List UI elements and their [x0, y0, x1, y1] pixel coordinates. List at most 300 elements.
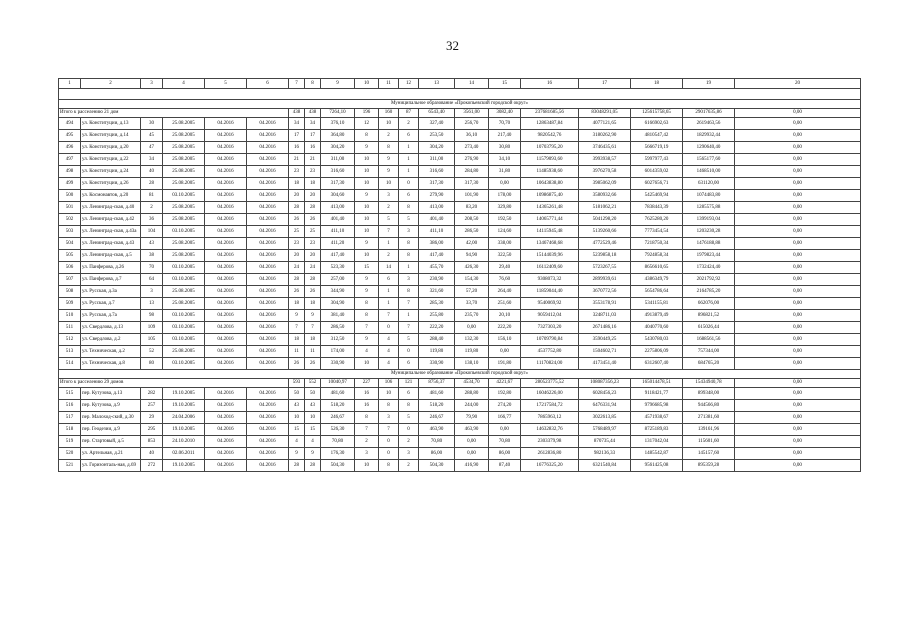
table-cell: 38: [141, 250, 163, 262]
column-number-cell: 7: [289, 79, 305, 89]
table-cell: 138,10: [455, 358, 489, 370]
table-cell: 684765,20: [683, 358, 735, 370]
table-cell: 6: [399, 358, 419, 370]
table-cell: 2303379,98: [521, 436, 579, 448]
table-cell: 662076,00: [683, 298, 735, 310]
table-cell: 2: [355, 436, 379, 448]
address-cell: ул. Конституции, д.22: [81, 154, 141, 166]
table-cell: 2164785,20: [683, 286, 735, 298]
table-cell: 04.2016: [205, 250, 247, 262]
section-total-cell: 438: [305, 109, 321, 118]
section-total-cell: 83048291,05: [579, 109, 631, 118]
table-cell: 04.2016: [205, 310, 247, 322]
table-cell: 191,80: [489, 358, 521, 370]
table-cell: 04.2016: [247, 238, 289, 250]
table-cell: 507: [59, 274, 81, 286]
table-cell: 26: [289, 286, 305, 298]
table-cell: 10703795,20: [521, 142, 579, 154]
table-row: [59, 436, 861, 448]
table-cell: 853: [141, 436, 163, 448]
table-cell: 15: [305, 424, 321, 436]
table-cell: 5425469,94: [631, 190, 683, 202]
table-cell: 0,00: [735, 346, 861, 358]
table-cell: 896821,52: [683, 310, 735, 322]
table-cell: 235,70: [455, 310, 489, 322]
table-cell: 29,40: [489, 262, 521, 274]
table-cell: 329,80: [489, 202, 521, 214]
table-cell: 16776325,20: [521, 460, 579, 472]
table-cell: 514: [59, 358, 81, 370]
table-cell: 500: [59, 190, 81, 202]
table-row: [59, 142, 861, 154]
table-cell: 3: [379, 190, 399, 202]
table-cell: 4386349,79: [631, 274, 683, 286]
table-cell: 04.2016: [247, 310, 289, 322]
table-cell: 0: [379, 448, 399, 460]
table-cell: 401,40: [321, 214, 355, 226]
table-cell: 25.08.2005: [163, 250, 205, 262]
table-cell: 9: [355, 334, 379, 346]
table-cell: 272: [141, 460, 163, 472]
table-cell: 17: [289, 130, 305, 142]
table-cell: 5: [399, 334, 419, 346]
table-cell: 7: [399, 322, 419, 334]
table-cell: 03.10.2005: [163, 310, 205, 322]
table-cell: 105: [141, 334, 163, 346]
table-cell: 5: [399, 214, 419, 226]
table-cell: 26: [289, 358, 305, 370]
table-cell: 295: [141, 424, 163, 436]
address-cell: ул. Панферова, д.26: [81, 262, 141, 274]
table-cell: 04.2016: [205, 388, 247, 400]
table-cell: 26: [305, 358, 321, 370]
table-cell: 14365261,48: [521, 202, 579, 214]
section-total-cell: 3561,00: [455, 109, 489, 118]
table-cell: 5341155,81: [631, 298, 683, 310]
table-cell: 0,00: [735, 190, 861, 202]
table-cell: 03.10.2005: [163, 334, 205, 346]
table-cell: 10: [355, 226, 379, 238]
table-cell: 11170824,00: [521, 358, 579, 370]
section-total-cell: 593: [289, 379, 305, 388]
table-cell: 115601,60: [683, 436, 735, 448]
table-cell: 15: [289, 424, 305, 436]
table-cell: 4173451,40: [579, 358, 631, 370]
table-cell: 0: [379, 322, 399, 334]
table-cell: 6476331,94: [579, 400, 631, 412]
column-number-cell: 3: [141, 79, 163, 89]
table-cell: 401,40: [419, 214, 455, 226]
table-cell: 10: [355, 250, 379, 262]
table-cell: 3590449,25: [579, 334, 631, 346]
column-number-cell: 18: [631, 79, 683, 89]
table-row: [59, 334, 861, 346]
table-cell: 04.2016: [205, 460, 247, 472]
table-cell: 3580932,66: [579, 190, 631, 202]
table-cell: 36,10: [455, 130, 489, 142]
table-cell: 495: [59, 130, 81, 142]
address-cell: ул. Космонавтов, д.20: [81, 190, 141, 202]
table-cell: 18: [305, 178, 321, 190]
table-cell: 284,80: [455, 166, 489, 178]
table-row: [59, 118, 861, 130]
table-cell: 3180262,90: [579, 130, 631, 142]
table-cell: 109: [141, 322, 163, 334]
table-cell: 526,30: [321, 424, 355, 436]
table-cell: 24: [305, 262, 321, 274]
table-cell: 52: [141, 346, 163, 358]
table-cell: 16046226,00: [521, 388, 579, 400]
table-cell: 34: [305, 118, 321, 130]
table-cell: 16: [355, 388, 379, 400]
section-total-cell: 4534,70: [455, 379, 489, 388]
table-cell: 17217584,72: [521, 400, 579, 412]
table-cell: 20: [289, 190, 305, 202]
table-cell: 944566,80: [683, 400, 735, 412]
table-cell: 413,00: [321, 202, 355, 214]
table-cell: 6166902,63: [631, 118, 683, 130]
table-cell: 0,00: [455, 322, 489, 334]
table-cell: 517: [59, 412, 81, 424]
table-cell: 04.2016: [205, 400, 247, 412]
table-cell: 70,80: [489, 436, 521, 448]
table-cell: 895359,28: [683, 460, 735, 472]
table-cell: 8: [399, 400, 419, 412]
column-number-cell: 10: [355, 79, 379, 89]
table-cell: 481,60: [419, 388, 455, 400]
section-total-cell: 4221,67: [489, 379, 521, 388]
table-cell: 25.08.2005: [163, 130, 205, 142]
table-cell: 04.2016: [205, 412, 247, 424]
table-cell: 8656610,65: [631, 262, 683, 274]
section-title: Муниципальное образование «Прокопьевский городской округ»: [59, 100, 861, 109]
table-cell: 417,40: [321, 250, 355, 262]
table-cell: 9561425,08: [631, 460, 683, 472]
table-cell: 25.08.2005: [163, 178, 205, 190]
table-cell: 271381,60: [683, 412, 735, 424]
table-cell: 511: [59, 322, 81, 334]
table-cell: 26: [289, 214, 305, 226]
table-cell: 2612836,80: [521, 448, 579, 460]
table-cell: 30,80: [489, 142, 521, 154]
table-cell: 04.2016: [247, 460, 289, 472]
table-cell: 286,50: [321, 322, 355, 334]
table-cell: 222,20: [419, 322, 455, 334]
table-cell: 04.2016: [205, 202, 247, 214]
table-body: [59, 79, 861, 472]
table-cell: 8: [379, 400, 399, 412]
table-cell: 0,00: [735, 460, 861, 472]
table-cell: 192,50: [489, 214, 521, 226]
table-cell: 381,40: [321, 310, 355, 322]
table-cell: 0,00: [735, 142, 861, 154]
table-cell: 6: [379, 274, 399, 286]
table-cell: 10: [355, 154, 379, 166]
table-cell: 521: [59, 460, 81, 472]
table-cell: 04.2016: [205, 130, 247, 142]
table-row: [59, 178, 861, 190]
table-cell: 5666719,19: [631, 142, 683, 154]
address-cell: ул. Свердлова, д.13: [81, 322, 141, 334]
table-row: [59, 166, 861, 178]
table-cell: 498: [59, 166, 81, 178]
table-cell: 04.2016: [205, 334, 247, 346]
table-row: [59, 412, 861, 424]
table-cell: 6027656,71: [631, 178, 683, 190]
table-cell: 04.2016: [247, 298, 289, 310]
table-cell: 14: [379, 262, 399, 274]
table-cell: 455,70: [419, 262, 455, 274]
table-row: [59, 346, 861, 358]
table-cell: 0: [399, 178, 419, 190]
table-cell: 79,90: [455, 412, 489, 424]
table-cell: 04.2016: [247, 250, 289, 262]
table-cell: 7: [379, 424, 399, 436]
table-cell: 0,00: [735, 358, 861, 370]
table-cell: 7: [399, 298, 419, 310]
table-cell: 9: [355, 238, 379, 250]
address-cell: ул. Техническая, д.2: [81, 346, 141, 358]
table-cell: 34,10: [489, 154, 521, 166]
table-cell: 03.10.2005: [163, 190, 205, 202]
table-cell: 1732424,40: [683, 262, 735, 274]
table-cell: 1504602,71: [579, 346, 631, 358]
table-cell: 2: [399, 118, 419, 130]
table-cell: 8: [355, 298, 379, 310]
table-cell: 20: [305, 250, 321, 262]
table-cell: 253,50: [419, 130, 455, 142]
table-row: [59, 388, 861, 400]
table-cell: 04.2016: [247, 118, 289, 130]
table-cell: 982136,33: [579, 448, 631, 460]
address-cell: ул. Конституции, д.20: [81, 142, 141, 154]
table-cell: 5430780,03: [631, 334, 683, 346]
table-cell: 3746435,61: [579, 142, 631, 154]
table-cell: 1: [399, 142, 419, 154]
table-cell: 21: [305, 154, 321, 166]
table-cell: 178,00: [489, 190, 521, 202]
table-cell: 04.2016: [205, 322, 247, 334]
section-total-cell: 8756,37: [419, 379, 455, 388]
spacer-row: [59, 89, 861, 100]
table-cell: 0: [399, 346, 419, 358]
table-cell: 416,90: [455, 460, 489, 472]
table-cell: 217,40: [489, 130, 521, 142]
table-cell: 4913879,49: [631, 310, 683, 322]
column-number-row: [59, 79, 861, 89]
table-row: [59, 358, 861, 370]
address-cell: ул. Ленинград-ская, д.40: [81, 202, 141, 214]
table-cell: 311,00: [419, 154, 455, 166]
table-cell: 28: [289, 274, 305, 286]
table-cell: 04.2016: [205, 214, 247, 226]
table-cell: 0,00: [735, 412, 861, 424]
section-total-cell: 280523775,52: [521, 379, 579, 388]
table-cell: 327,40: [419, 118, 455, 130]
table-row: [59, 448, 861, 460]
section-total-cell: 87: [399, 109, 419, 118]
table-cell: 8: [399, 286, 419, 298]
table-cell: 5654786,64: [631, 286, 683, 298]
section-title-row: [59, 100, 861, 109]
table-cell: 0,00: [735, 400, 861, 412]
table-cell: 04.2016: [247, 424, 289, 436]
table-cell: 9059412,04: [521, 310, 579, 322]
table-cell: 0,00: [735, 448, 861, 460]
table-cell: 304,20: [321, 142, 355, 154]
table-cell: 9: [355, 286, 379, 298]
table-cell: 516: [59, 400, 81, 412]
table-cell: 04.2016: [205, 346, 247, 358]
table-cell: 255,80: [419, 310, 455, 322]
table-cell: 504,30: [321, 460, 355, 472]
table-cell: 10: [379, 118, 399, 130]
resettlement-table: [58, 78, 861, 472]
table-cell: 344,90: [321, 286, 355, 298]
table-cell: 04.2016: [247, 412, 289, 424]
table-cell: 18: [289, 298, 305, 310]
table-cell: 64: [141, 274, 163, 286]
table-cell: 1074483,80: [683, 190, 735, 202]
table-cell: 285,30: [419, 298, 455, 310]
table-cell: 9: [355, 190, 379, 202]
section-total-cell: 0,00: [735, 109, 861, 118]
table-cell: 13: [141, 298, 163, 310]
table-cell: 264,40: [489, 286, 521, 298]
address-cell: ул. Русская, д.3а: [81, 286, 141, 298]
table-cell: 330,90: [321, 358, 355, 370]
table-cell: 0,00: [735, 130, 861, 142]
table-cell: 4: [305, 436, 321, 448]
table-cell: 1285575,88: [683, 202, 735, 214]
table-cell: 3985062,09: [579, 178, 631, 190]
table-cell: 16: [289, 142, 305, 154]
table-cell: 10: [289, 412, 305, 424]
table-cell: 518: [59, 424, 81, 436]
table-cell: 244,00: [455, 400, 489, 412]
table-cell: 21: [289, 154, 305, 166]
table-cell: 1485542,87: [631, 448, 683, 460]
table-cell: 43: [289, 400, 305, 412]
table-cell: 304,20: [419, 142, 455, 154]
table-cell: 4: [379, 346, 399, 358]
table-cell: 6312607,40: [631, 358, 683, 370]
column-number-cell: 20: [735, 79, 861, 89]
table-cell: 7: [379, 310, 399, 322]
table-cell: 70,80: [419, 436, 455, 448]
table-cell: 34: [141, 154, 163, 166]
table-row: [59, 262, 861, 274]
table-cell: 494: [59, 118, 81, 130]
section-total-cell: 160: [379, 109, 399, 118]
table-cell: 9308073,32: [521, 274, 579, 286]
table-cell: 0,00: [735, 424, 861, 436]
table-cell: 411,10: [321, 226, 355, 238]
table-cell: 7: [355, 322, 379, 334]
table-cell: 8: [399, 202, 419, 214]
section-total-label: Итого к расселению 21 дом: [59, 109, 289, 118]
table-cell: 8: [399, 250, 419, 262]
table-cell: 364,80: [321, 130, 355, 142]
table-cell: 0,00: [735, 166, 861, 178]
table-cell: 10: [355, 460, 379, 472]
table-cell: 8: [355, 130, 379, 142]
table-cell: 509: [59, 298, 81, 310]
table-cell: 174,00: [321, 346, 355, 358]
table-cell: 25.08.2005: [163, 154, 205, 166]
column-number-cell: 8: [305, 79, 321, 89]
table-cell: 5181062,21: [579, 202, 631, 214]
table-cell: 28: [289, 202, 305, 214]
table-cell: 12863487,84: [521, 118, 579, 130]
table-cell: 2: [399, 460, 419, 472]
table-cell: 288,80: [455, 388, 489, 400]
table-cell: 411,20: [321, 238, 355, 250]
address-cell: пер. Малоход-ский, д.30: [81, 412, 141, 424]
table-cell: 504: [59, 238, 81, 250]
table-cell: 04.2016: [205, 226, 247, 238]
table-cell: 10: [355, 178, 379, 190]
table-row: [59, 400, 861, 412]
table-cell: 16: [355, 400, 379, 412]
table-cell: 04.2016: [247, 214, 289, 226]
table-cell: 0,00: [735, 202, 861, 214]
table-cell: 2275806,09: [631, 346, 683, 358]
table-row: [59, 310, 861, 322]
table-cell: 25: [289, 226, 305, 238]
section-total-row: [59, 109, 861, 118]
address-cell: ул. Артельная, д.21: [81, 448, 141, 460]
table-cell: 04.2016: [247, 322, 289, 334]
table-cell: 17: [305, 130, 321, 142]
table-cell: 0: [399, 424, 419, 436]
table-cell: 519: [59, 436, 81, 448]
table-cell: 9: [379, 166, 399, 178]
table-cell: 04.2016: [247, 400, 289, 412]
table-cell: 505: [59, 250, 81, 262]
table-cell: 04.2016: [205, 274, 247, 286]
section-total-cell: 106: [379, 379, 399, 388]
section-total-cell: 165014478,51: [631, 379, 683, 388]
table-cell: 25.08.2005: [163, 166, 205, 178]
table-cell: 8: [379, 460, 399, 472]
spacer-cell: [59, 89, 861, 100]
table-cell: 11579093,60: [521, 154, 579, 166]
table-cell: 899348,00: [683, 388, 735, 400]
table-cell: 9118421,77: [631, 388, 683, 400]
table-cell: 33,70: [455, 298, 489, 310]
table-cell: 24.04.2006: [163, 412, 205, 424]
table-cell: 208,50: [455, 214, 489, 226]
table-cell: 0,00: [735, 154, 861, 166]
table-cell: 312,50: [321, 334, 355, 346]
table-cell: 0,00: [735, 388, 861, 400]
table-cell: 10: [379, 178, 399, 190]
table-cell: 4077121,65: [579, 118, 631, 130]
table-cell: 20: [289, 250, 305, 262]
table-cell: 28: [289, 460, 305, 472]
table-cell: 1203230,28: [683, 226, 735, 238]
address-cell: ул. Конституции, д.14: [81, 130, 141, 142]
table-cell: 04.2016: [205, 286, 247, 298]
table-cell: 145157,60: [683, 448, 735, 460]
table-cell: 18: [305, 334, 321, 346]
table-cell: 10: [355, 166, 379, 178]
section-total-cell: 15434940,78: [683, 379, 735, 388]
table-cell: 2: [379, 202, 399, 214]
table-cell: 417,40: [419, 250, 455, 262]
table-cell: 04.2016: [205, 178, 247, 190]
